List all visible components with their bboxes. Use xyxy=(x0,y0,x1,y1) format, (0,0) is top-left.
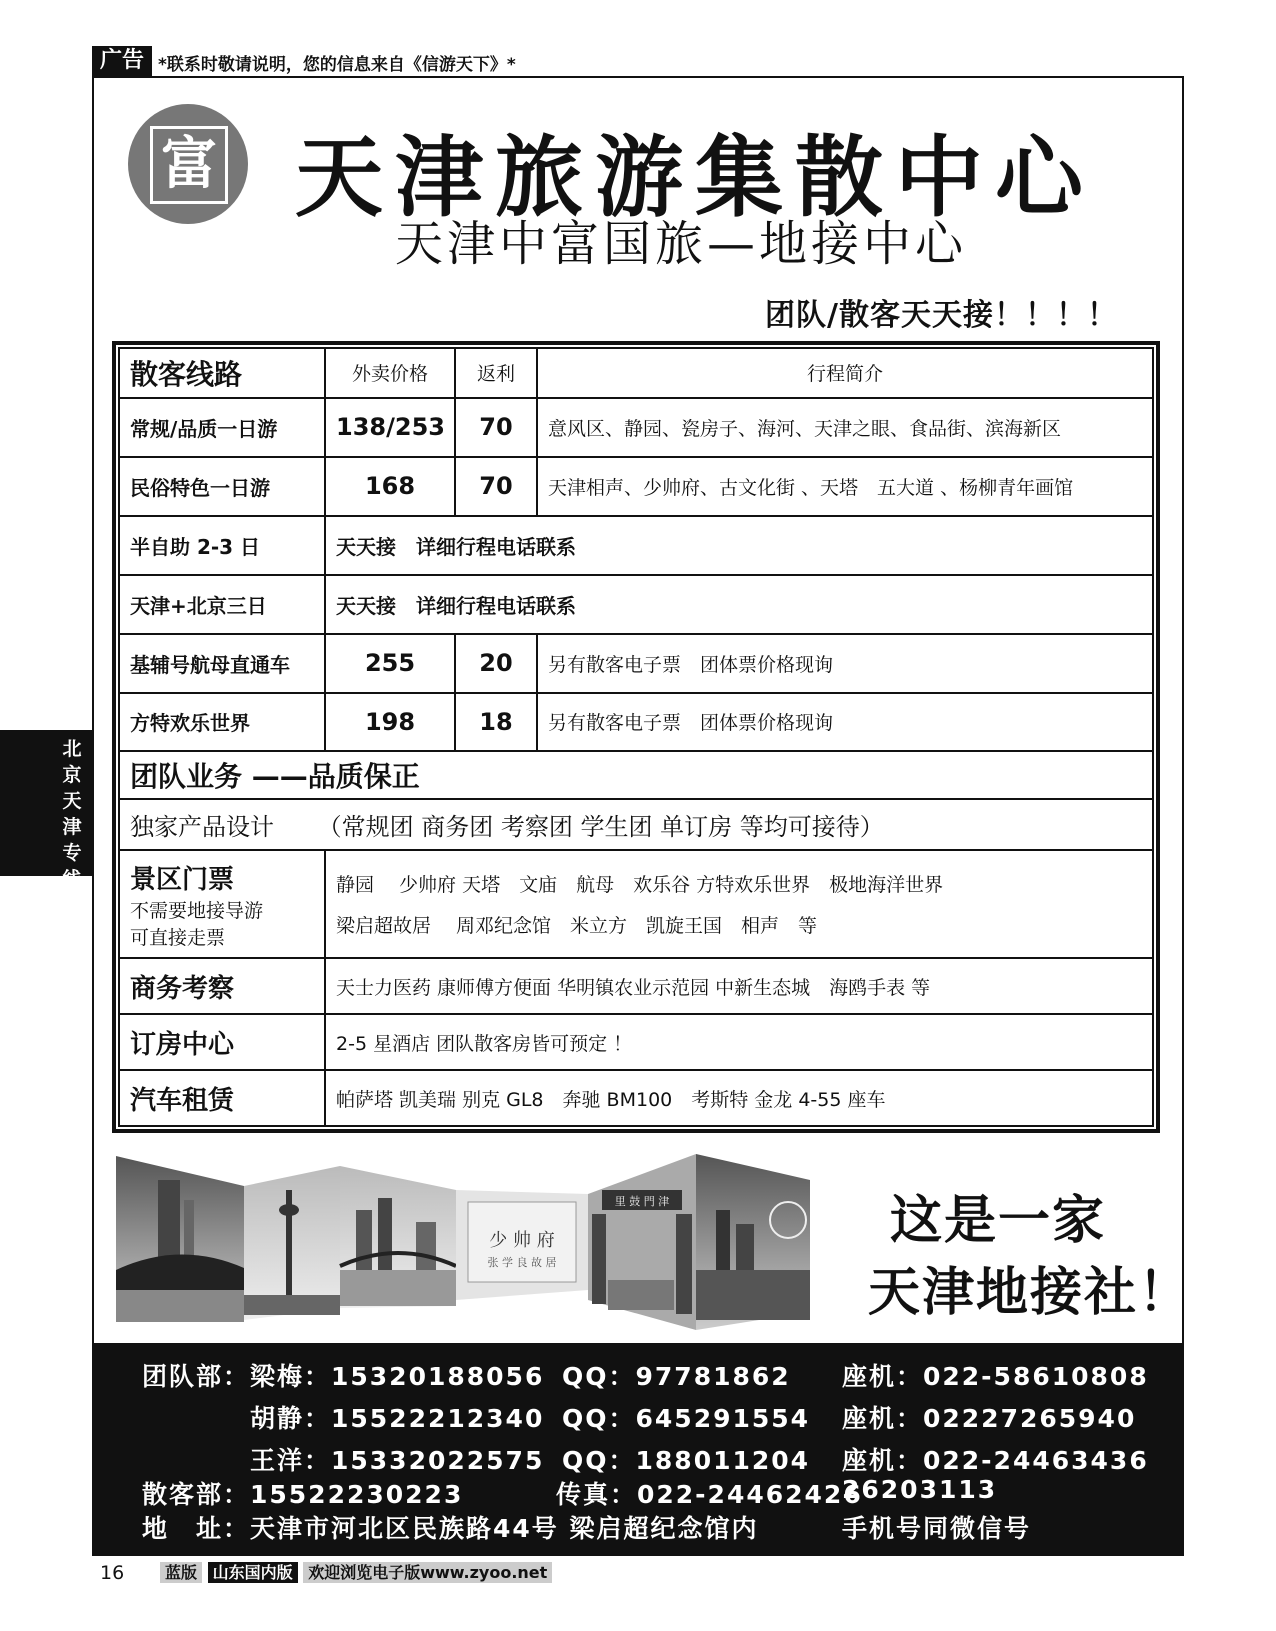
tickets-list-cell xyxy=(325,850,1153,959)
contact-name: 胡静：15522212340 xyxy=(250,1404,545,1433)
route-name: 天津+北京三日 xyxy=(119,575,325,634)
contact-name: 梁梅：15320188056 xyxy=(250,1362,545,1391)
header-route: 散客线路 xyxy=(119,348,325,398)
team-row xyxy=(119,751,1153,799)
tickets-sub1: 不需要地接导游 xyxy=(130,899,264,922)
route-price: 168 xyxy=(325,457,455,516)
side-tab xyxy=(0,730,92,890)
tickets-row xyxy=(119,850,1153,959)
tel-extra: 26203113 xyxy=(842,1475,998,1504)
route-desc: 意风区、静园、瓷房子、海河、天津之眼、食品街、滨海新区 xyxy=(537,398,1153,457)
team-title: 团队业务 ——品质保正 xyxy=(119,751,1153,799)
logo-char: 富 xyxy=(150,126,228,204)
team-dept-label: 团队部： xyxy=(142,1362,251,1391)
car-desc: 帕萨塔 凯美瑞 别克 GL8 奔驰 BM100 考斯特 金龙 4-55 座车 xyxy=(325,1070,1153,1126)
route-name: 常规/品质一日游 xyxy=(119,398,325,457)
route-price: 138/253 xyxy=(325,398,455,457)
ad-note: *联系时敬请说明，您的信息来自《信游天下》* xyxy=(158,55,516,75)
table-row xyxy=(119,575,1153,634)
route-desc: 天津相声、少帅府、古文化街 、天塔 五大道 、杨柳青年画馆 xyxy=(537,457,1153,516)
tickets-title-cell xyxy=(119,850,325,959)
header-rebate: 返利 xyxy=(455,348,537,398)
header-price: 外卖价格 xyxy=(325,348,455,398)
header-itinerary: 行程简介 xyxy=(537,348,1153,398)
route-desc: 另有散客电子票 团体票价格现询 xyxy=(537,693,1153,752)
tickets-line2: 梁启超故居 周邓纪念馆 米立方 凯旋王国 相声 等 xyxy=(336,915,818,938)
table-row xyxy=(119,516,1153,575)
route-price: 198 xyxy=(325,693,455,752)
table-header-row xyxy=(119,348,1153,398)
contact-qq: QQ：188011204 xyxy=(562,1446,811,1475)
contact-qq: QQ：645291554 xyxy=(562,1404,811,1433)
daily-service-banner: 团队/散客天天接！！！！ xyxy=(765,298,1118,333)
company-logo xyxy=(128,104,248,224)
mansion-sign: 少 帅 府 xyxy=(489,1230,555,1251)
fax: 传真：022-24462426 xyxy=(556,1480,863,1509)
contact-tel: 座机：022-58610808 xyxy=(842,1362,1149,1391)
side-tab-label: 北京天津专线 xyxy=(62,738,82,890)
page-number: 16 xyxy=(100,1562,125,1584)
route-rebate: 18 xyxy=(455,693,537,752)
table-row xyxy=(119,634,1153,693)
table-row xyxy=(119,398,1153,457)
page-subtitle: 天津中富国旅—地接中心 xyxy=(395,216,968,272)
hotel-desc: 2-5 星酒店 团队散客房皆可预定 ！ xyxy=(325,1014,1153,1070)
route-price: 255 xyxy=(325,634,455,693)
hotel-title: 订房中心 xyxy=(119,1014,325,1070)
tickets-line1: 静园 少帅府 天塔 文庙 航母 欢乐谷 方特欢乐世界 极地海洋世界 xyxy=(336,874,944,897)
route-note: 天天接 详细行程电话联系 xyxy=(325,516,1153,575)
route-name: 基辅号航母直通车 xyxy=(119,634,325,693)
design-cell xyxy=(119,799,1153,850)
street-gate-sign: 里 鼓 門 津 xyxy=(614,1195,670,1208)
route-rebate: 70 xyxy=(455,398,537,457)
contact-name: 王洋：15332022575 xyxy=(250,1446,545,1475)
footer-bar xyxy=(160,1560,552,1583)
retail-dept: 散客部：15522230223 xyxy=(142,1480,464,1509)
photo-city-river xyxy=(340,1166,456,1308)
table-row xyxy=(119,457,1153,516)
contact-panel xyxy=(92,1343,1184,1554)
route-rebate: 70 xyxy=(455,457,537,516)
table-row xyxy=(119,693,1153,752)
tickets-sub2: 可直接走票 xyxy=(130,926,226,949)
photo-strip xyxy=(116,1150,844,1340)
photo-mansion-gate xyxy=(456,1190,588,1300)
tickets-title: 景区门票 xyxy=(130,864,235,895)
business-title: 商务考察 xyxy=(119,958,325,1014)
route-name: 半自助 2-3 日 xyxy=(119,516,325,575)
region-label: 山东国内版 xyxy=(208,1562,298,1583)
photo-bridge-night xyxy=(116,1156,244,1322)
mansion-sign-sub: 张 学 良 故 居 xyxy=(487,1256,557,1269)
contact-tel: 座机：02227265940 xyxy=(842,1404,1137,1433)
photo-tv-tower xyxy=(244,1166,340,1320)
route-rebate: 20 xyxy=(455,634,537,693)
photo-ancient-street xyxy=(588,1154,696,1330)
contact-tel: 座机：022-24463436 xyxy=(842,1446,1149,1475)
ad-label: 广告 xyxy=(92,46,152,76)
car-row xyxy=(119,1070,1153,1126)
design-desc: （常规团 商务团 考察团 学生团 单订房 等均可接待） xyxy=(317,812,884,841)
contact-qq: QQ：97781862 xyxy=(562,1362,791,1391)
car-title: 汽车租赁 xyxy=(119,1070,325,1126)
design-row xyxy=(119,799,1153,850)
photo-ferris-wheel xyxy=(696,1154,810,1330)
route-desc: 另有散客电子票 团体票价格现询 xyxy=(537,634,1153,693)
slogan-line2: 天津地接社！ xyxy=(868,1263,1193,1323)
route-table xyxy=(112,341,1160,1133)
design-label: 独家产品设计 xyxy=(130,812,274,841)
wechat-note: 手机号同微信号 xyxy=(842,1514,1032,1543)
route-note: 天天接 详细行程电话联系 xyxy=(325,575,1153,634)
slogan-line1: 这是一家 xyxy=(890,1191,1107,1251)
route-name: 民俗特色一日游 xyxy=(119,457,325,516)
address: 地 址：天津市河北区民族路44号 梁启超纪念馆内 xyxy=(142,1514,759,1543)
business-desc: 天士力医药 康师傅方便面 华明镇农业示范园 中新生态城 海鸥手表 等 xyxy=(325,958,1153,1014)
edition-label: 蓝版 xyxy=(160,1562,202,1583)
page-title: 天津旅游集散中心 xyxy=(295,126,1096,229)
business-row xyxy=(119,958,1153,1014)
hotel-row xyxy=(119,1014,1153,1070)
website-link[interactable]: 欢迎浏览电子版www.zyoo.net xyxy=(303,1562,552,1583)
route-name: 方特欢乐世界 xyxy=(119,693,325,752)
